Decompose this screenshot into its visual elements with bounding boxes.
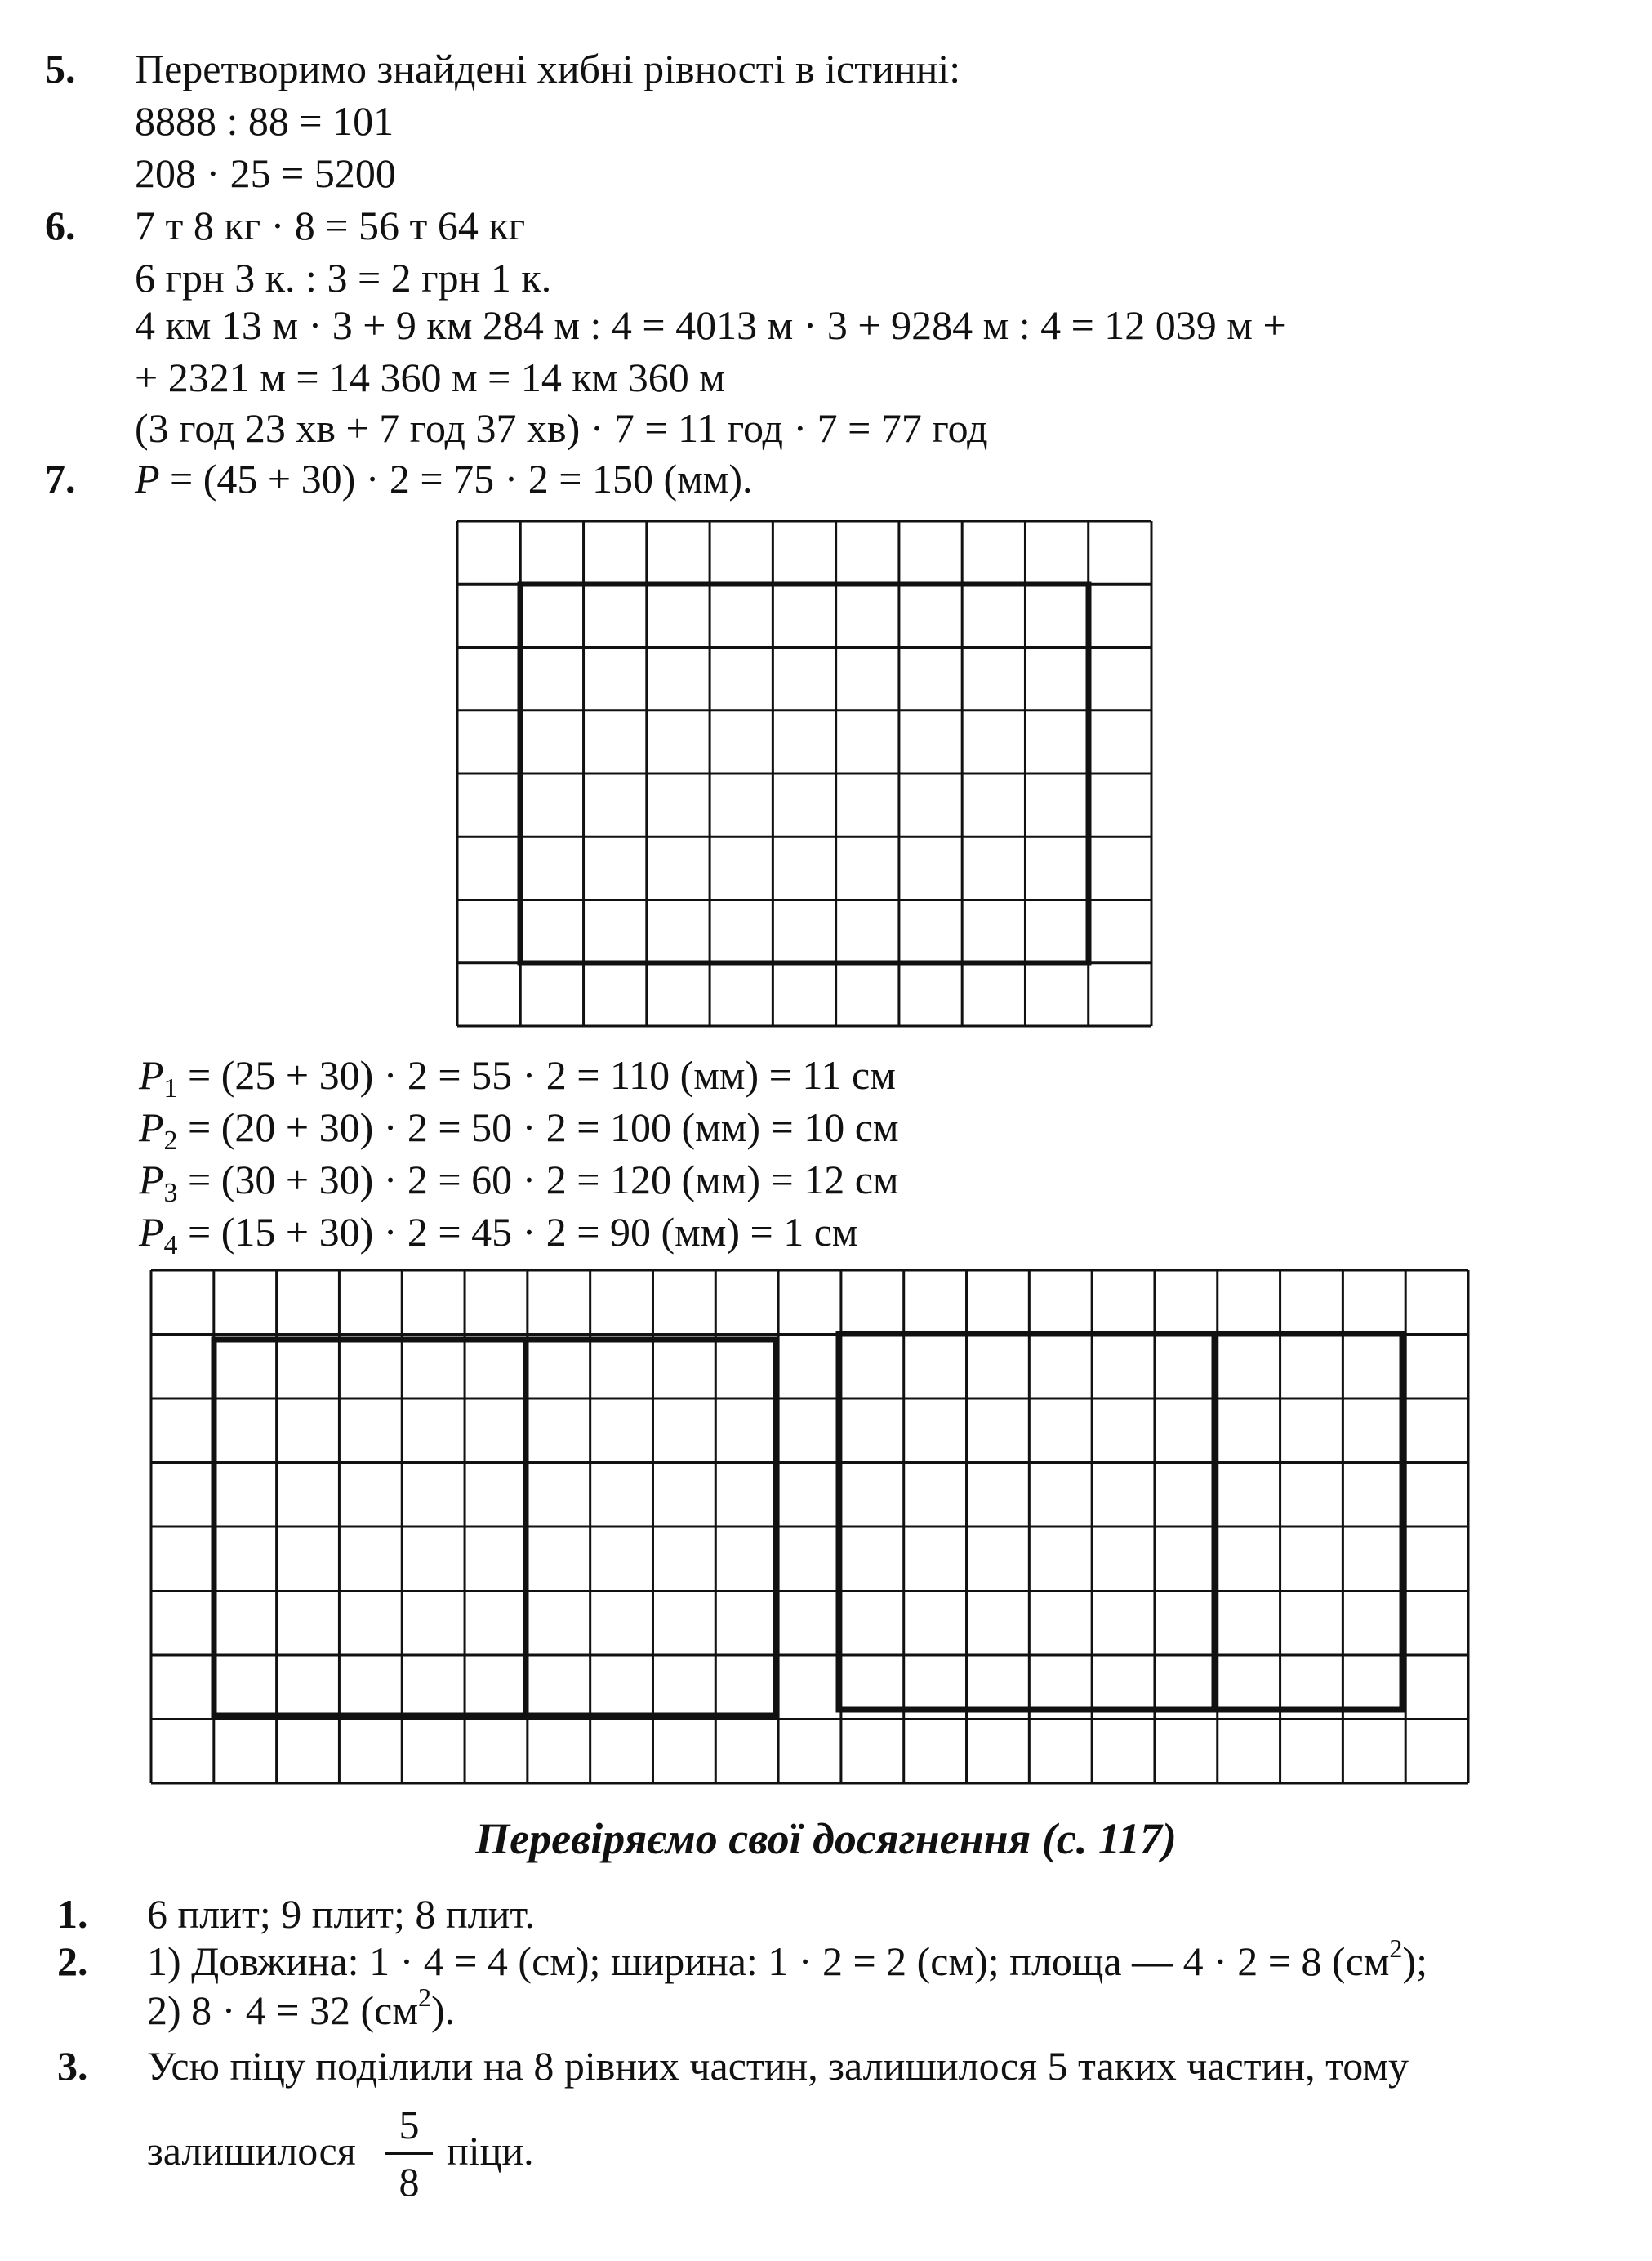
- fraction-five-eighths: [381, 2101, 438, 2205]
- check-2-exponent-2: 2: [417, 1982, 431, 2012]
- perimeter-2-expr: = (20 + 30) · 2 = 50 · 2 = 100 (мм) = 10 см: [177, 1104, 899, 1150]
- task-6-line-3: 4 км 13 м · 3 + 9 км 284 м : 4 = 4013 м · 3 + 9284 м : 4 = 12 039 м +: [135, 302, 1286, 348]
- check-3-number: 3.: [57, 2043, 88, 2089]
- check-3-line-2-end: піци.: [447, 2128, 534, 2174]
- check-3-line-1: Усю піцу поділили на 8 рівних частин, залишилося 5 таких частин, тому: [147, 2043, 1409, 2089]
- perimeter-3-expr: = (30 + 30) · 2 = 60 · 2 = 120 (мм) = 12 см: [177, 1157, 899, 1202]
- task-6-line-4: + 2321 м = 14 360 м = 14 км 360 м: [135, 355, 725, 400]
- check-2-line-1-text: 1) Довжина: 1 · 4 = 4 (см); ширина: 1 · 2 = 2 (см); площа — 4 · 2 = 8 (см: [147, 1938, 1390, 1984]
- check-2-line-2: [147, 1982, 456, 2034]
- check-2-number: 2.: [57, 1938, 88, 1984]
- fraction-numerator: 5: [399, 2102, 420, 2147]
- perimeter-2-var: P: [139, 1104, 164, 1150]
- perimeter-1-var: P: [139, 1052, 164, 1098]
- task-5-equation-1: 8888 : 88 = 101: [135, 98, 394, 144]
- perimeter-1-expr: = (25 + 30) · 2 = 55 · 2 = 110 (мм) = 11 см: [177, 1052, 896, 1098]
- check-2-line-1-end: );: [1402, 1938, 1427, 1984]
- fraction-denominator: 8: [399, 2159, 420, 2205]
- check-3-line-2-start: залишилося: [147, 2128, 356, 2174]
- check-2-exponent-1: 2: [1389, 1933, 1403, 1963]
- perimeter-expression: = (45 + 30) · 2 = 75 · 2 = 150 (мм).: [159, 456, 753, 502]
- fraction-bar: [385, 2152, 433, 2155]
- perimeter-4-sub: 4: [163, 1230, 178, 1260]
- task-6-number: 6.: [45, 203, 76, 248]
- perimeter-4-var: P: [139, 1209, 164, 1255]
- perimeter-2-sub: 2: [163, 1126, 178, 1156]
- task-5-text: Перетворимо знайдені хибні рівності в істинні:: [135, 46, 961, 91]
- perimeter-1-sub: 1: [163, 1073, 178, 1104]
- task-7-number: 7.: [45, 456, 76, 502]
- task-6-line-2: 6 грн 3 к. : 3 = 2 грн 1 к.: [135, 255, 552, 301]
- task-6-line-5: (3 год 23 хв + 7 год 37 хв) · 7 = 11 год · 7 = 77 год: [135, 405, 988, 451]
- task-5-equation-2: 208 · 25 = 5200: [135, 150, 396, 196]
- rectangle-15x30: [1214, 1334, 1402, 1710]
- check-2-line-1: [147, 1933, 1427, 1985]
- perimeter-3-var: P: [139, 1157, 164, 1202]
- perimeter-3-sub: 3: [163, 1178, 178, 1208]
- check-1-text: 6 плит; 9 плит; 8 плит.: [147, 1891, 535, 1937]
- perimeter-4-expr: = (15 + 30) · 2 = 45 · 2 = 90 (мм) = 1 см: [177, 1209, 858, 1255]
- rectangle-30x30: [839, 1334, 1214, 1710]
- check-1-number: 1.: [57, 1891, 88, 1937]
- task-5-number: 5.: [45, 46, 76, 91]
- check-2-line-2-end: ).: [430, 1987, 456, 2033]
- task-6-line-1: 7 т 8 кг · 8 = 56 т 64 кг: [135, 203, 526, 248]
- section-heading: Перевіряємо свої досягнення (с. 117): [475, 1814, 1177, 1863]
- check-2-line-2-text: 2) 8 · 4 = 32 (см: [147, 1987, 418, 2033]
- perimeter-variable: P: [135, 456, 160, 502]
